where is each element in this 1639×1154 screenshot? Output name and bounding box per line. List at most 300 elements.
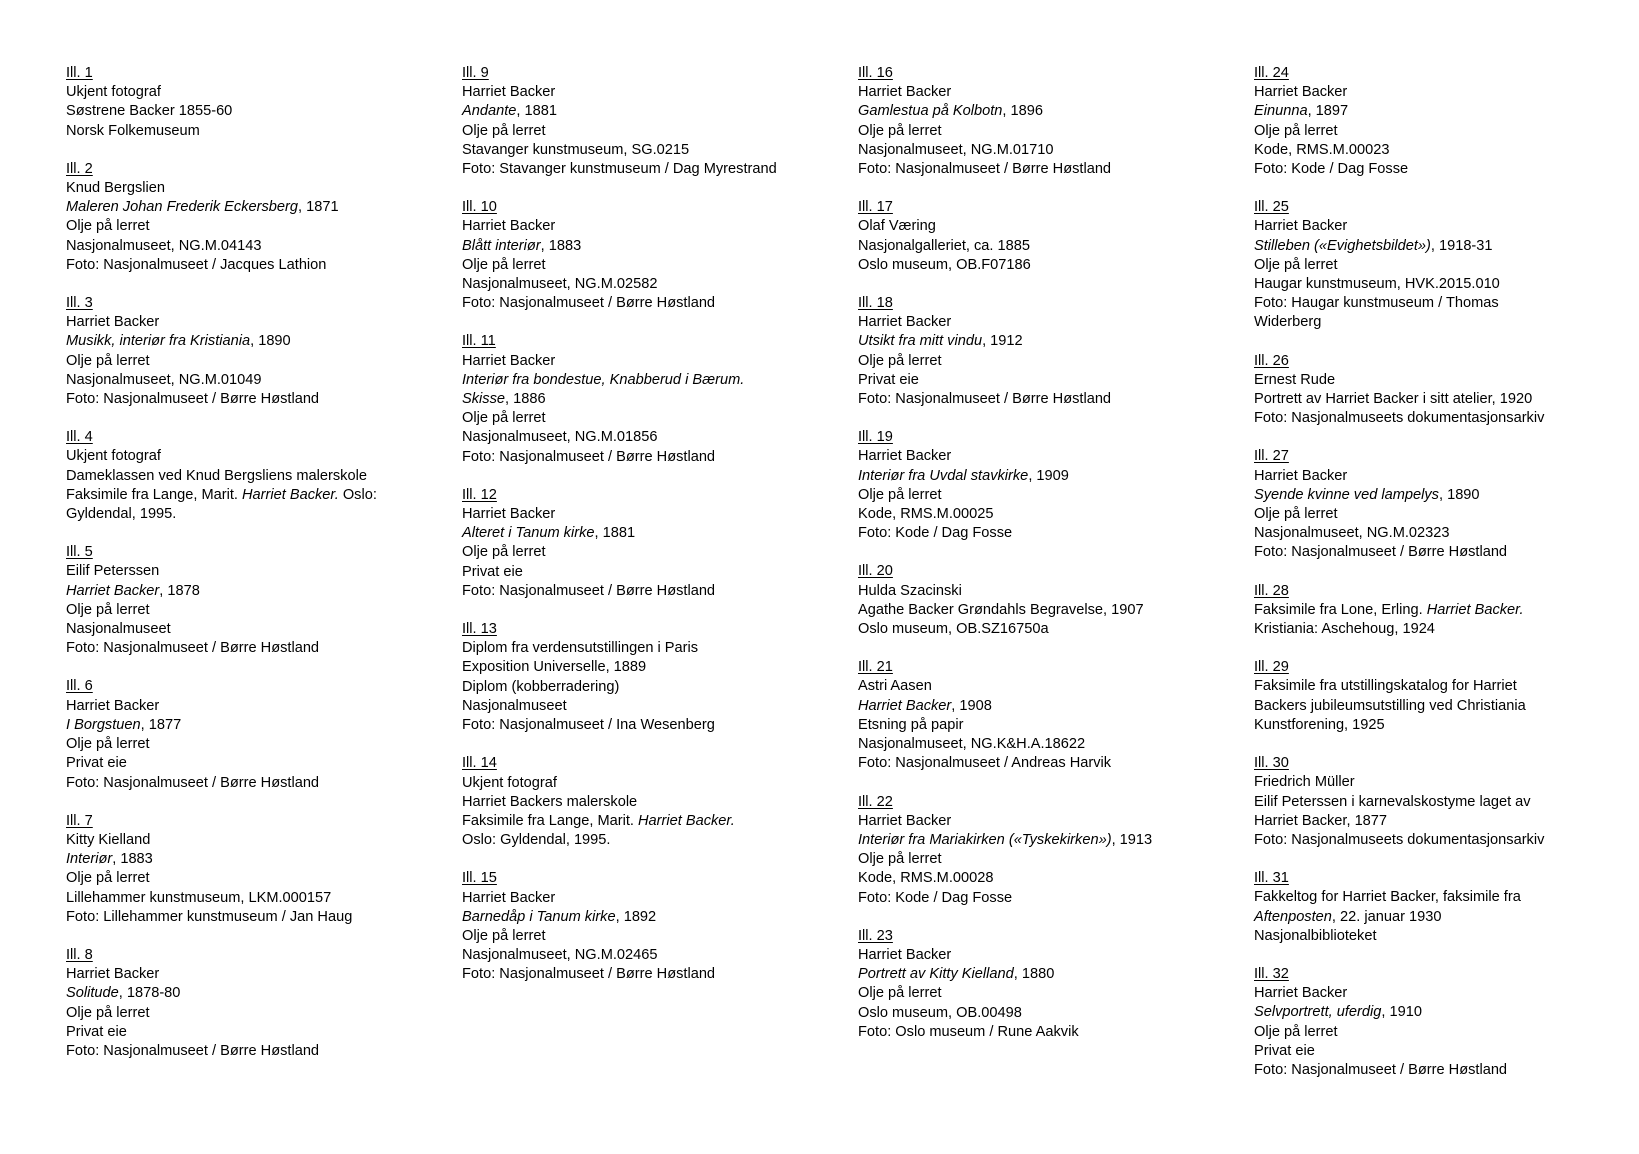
- credit-line: [858, 332, 1238, 351]
- credit-line: [462, 102, 842, 121]
- credit-title-text: Harriet Backer: [66, 582, 160, 599]
- credits-column-1: [66, 64, 446, 1080]
- credit-line: [462, 428, 842, 447]
- credit-entry: [858, 793, 1238, 908]
- credit-line: [858, 256, 1238, 275]
- credit-text: Harriet Backer: [1254, 84, 1348, 101]
- credit-title-text: Interiør fra Uvdal stavkirke: [858, 467, 1029, 484]
- credit-line: [66, 332, 446, 351]
- credit-title-text: Interiør: [66, 851, 113, 868]
- credit-text: , 1908: [951, 697, 992, 714]
- credit-line: [462, 831, 842, 850]
- illustration-number: Ill. 17: [858, 199, 893, 216]
- credit-line: [66, 102, 446, 121]
- credit-text: Foto: Nasjonalmuseet / Børre Høstland: [858, 161, 1112, 178]
- credit-title-text: Portrett av Kitty Kielland: [858, 966, 1014, 983]
- credit-text: Harriet Backer: [66, 966, 160, 983]
- credit-line: [1254, 83, 1634, 102]
- credit-text: Dameklassen ved Knud Bergsliens malerskole: [66, 467, 367, 484]
- illustration-number: Ill. 7: [66, 812, 93, 829]
- credit-line: [462, 122, 842, 141]
- credit-text: Harriet Backer: [858, 448, 952, 465]
- credit-text: , 1892: [615, 908, 657, 925]
- credit-line: [66, 984, 446, 1003]
- credit-line: [66, 774, 446, 793]
- credit-text: Foto: Nasjonalmuseets dokumentasjonsarkiv: [1254, 410, 1545, 427]
- illustration-number: Ill. 30: [1254, 755, 1289, 772]
- credit-entry: [66, 946, 446, 1061]
- credit-line: [462, 639, 842, 658]
- illustration-number: Ill. 19: [858, 429, 893, 446]
- credit-line: [1254, 793, 1634, 812]
- illustration-number: Ill. 23: [858, 927, 893, 944]
- illustration-number: Ill. 13: [462, 621, 497, 638]
- credit-line: [66, 179, 446, 198]
- credit-text: Diplom fra verdensutstillingen i Paris: [462, 640, 699, 657]
- credit-line: [1254, 1023, 1634, 1042]
- credit-text: Stavanger kunstmuseum, SG.0215: [462, 141, 690, 158]
- credit-line: [66, 352, 446, 371]
- credit-text: Olaf Væring: [858, 218, 936, 235]
- credit-text: Foto: Nasjonalmuseet / Børre Høstland: [1254, 1061, 1508, 1078]
- credit-line: [858, 677, 1238, 696]
- credit-text: Oslo museum, OB.SZ16750a: [858, 621, 1049, 638]
- credit-text: , 1878-80: [118, 985, 181, 1002]
- credit-text: Foto: Nasjonalmuseet / Jacques Lathion: [66, 256, 327, 273]
- credit-text: Olje på lerret: [858, 985, 942, 1002]
- credit-line: [1254, 677, 1634, 696]
- credit-line: [1254, 620, 1634, 639]
- credit-text: Haugar kunstmuseum, HVK.2015.010: [1254, 276, 1500, 293]
- credit-line: [462, 141, 842, 160]
- credit-line: [462, 83, 842, 102]
- credit-line: [462, 371, 842, 390]
- credit-line: [858, 217, 1238, 236]
- credit-text: Etsning på papir: [858, 716, 964, 733]
- credit-line: [66, 735, 446, 754]
- credit-line: [66, 889, 446, 908]
- credit-text: Harriet Backer: [1254, 467, 1348, 484]
- credit-entry: [66, 677, 446, 792]
- credit-line: [462, 352, 842, 371]
- credit-line: [66, 447, 446, 466]
- credit-line: [66, 697, 446, 716]
- credit-text: Nasjonalmuseet: [462, 697, 567, 714]
- credit-entry: [1254, 965, 1634, 1080]
- credit-line: [462, 812, 842, 831]
- credit-text: Harriet Backer: [858, 812, 952, 829]
- illustration-number: Ill. 2: [66, 160, 93, 177]
- illustration-number: Ill. 11: [462, 333, 496, 350]
- credit-title-text: Gamlestua på Kolbotn: [858, 103, 1003, 120]
- credit-text: Harriet Backer: [858, 84, 952, 101]
- credit-line: [66, 850, 446, 869]
- credit-title-text: Blått interiør: [462, 237, 541, 254]
- credit-line: [858, 812, 1238, 831]
- credit-text: Harriet Backer: [1254, 218, 1348, 235]
- illustration-number: Ill. 22: [858, 793, 893, 810]
- credit-text: Olje på lerret: [858, 352, 942, 369]
- credit-text: , 1890: [250, 333, 291, 350]
- credit-entry: [1254, 869, 1634, 946]
- credits-column-4: [1254, 64, 1634, 1099]
- credit-text: Nasjonalmuseet, NG.M.04143: [66, 237, 262, 254]
- credit-text: Kode, RMS.M.00025: [858, 506, 994, 523]
- credit-title-text: Interiør fra bondestue, Knabberud i Bærum.: [462, 371, 745, 388]
- credit-text: Søstrene Backer 1855-60: [66, 103, 233, 120]
- credit-text: Kristiania: Aschehoug, 1924: [1254, 621, 1435, 638]
- credit-entry: [1254, 352, 1634, 429]
- credit-text: Nasjonalmuseet, NG.M.01710: [858, 141, 1054, 158]
- credit-text: Hulda Szacinski: [858, 582, 962, 599]
- credit-text: Gyldendal, 1995.: [66, 506, 177, 523]
- credit-line: [858, 313, 1238, 332]
- credit-text: Foto: Kode / Dag Fosse: [858, 889, 1013, 906]
- credit-text: Harriet Backer: [462, 352, 556, 369]
- credit-title-text: Solitude: [66, 985, 119, 1002]
- credit-line: [858, 486, 1238, 505]
- credit-text: Kode, RMS.M.00028: [858, 870, 994, 887]
- credit-text: Astri Aasen: [858, 678, 932, 695]
- credit-entry: [1254, 64, 1634, 179]
- credit-title-text: Musikk, interiør fra Kristiania: [66, 333, 251, 350]
- credit-text: , 1910: [1381, 1004, 1422, 1021]
- credit-line: [858, 946, 1238, 965]
- credit-line: [1254, 773, 1634, 792]
- credit-line: [1254, 486, 1634, 505]
- credit-line: [1254, 908, 1634, 927]
- credit-text: Fakkeltog for Harriet Backer, faksimile fra: [1254, 889, 1521, 906]
- credit-text: Faksimile fra Lange, Marit.: [66, 486, 242, 503]
- credit-entry: [1254, 754, 1634, 850]
- credit-line: [1254, 716, 1634, 735]
- illustration-number: Ill. 21: [858, 659, 893, 676]
- credit-line: [1254, 217, 1634, 236]
- credit-text: Knud Bergslien: [66, 180, 165, 197]
- credit-text: Harriet Backer: [66, 697, 160, 714]
- credit-text: Harriet Backer, 1877: [1254, 812, 1388, 829]
- illustration-number: Ill. 10: [462, 199, 497, 216]
- credit-text: , 1913: [1111, 831, 1153, 848]
- credit-line: [66, 908, 446, 927]
- credit-line: [858, 352, 1238, 371]
- credit-text: Olje på lerret: [462, 410, 546, 427]
- illustration-number: Ill. 15: [462, 870, 497, 887]
- credit-text: , 1897: [1307, 103, 1349, 120]
- credit-text: Harriet Backer: [462, 506, 556, 523]
- credit-line: [66, 198, 446, 217]
- credit-text: , 1896: [1002, 103, 1043, 120]
- credit-text: Olje på lerret: [858, 851, 942, 868]
- credit-entry: [1254, 582, 1634, 640]
- illustration-number: Ill. 29: [1254, 659, 1289, 676]
- credit-line: [462, 889, 842, 908]
- credit-entry: [462, 754, 842, 850]
- credit-text: , 1871: [297, 199, 339, 216]
- credit-text: Nasjonalmuseet, NG.M.01856: [462, 429, 658, 446]
- credit-text: Foto: Stavanger kunstmuseum / Dag Myrestrand: [462, 161, 777, 178]
- credit-text: Olje på lerret: [66, 352, 150, 369]
- credit-text: Harriet Backer: [462, 218, 556, 235]
- credit-line: [858, 371, 1238, 390]
- credit-text: Olje på lerret: [66, 736, 150, 753]
- credit-line: [1254, 831, 1634, 850]
- credit-title-text: Utsikt fra mitt vindu: [858, 333, 983, 350]
- credit-line: [66, 467, 446, 486]
- credit-text: Foto: Nasjonalmuseet / Børre Høstland: [858, 391, 1112, 408]
- credit-line: [858, 467, 1238, 486]
- credit-entry: [66, 428, 446, 524]
- credit-line: [462, 678, 842, 697]
- credit-text: , 1883: [112, 851, 153, 868]
- credit-line: [66, 371, 446, 390]
- credit-line: [462, 237, 842, 256]
- credit-line: [66, 122, 446, 141]
- illustration-number: Ill. 16: [858, 65, 893, 81]
- credit-text: Olje på lerret: [462, 256, 546, 273]
- illustration-number: Ill. 18: [858, 295, 893, 312]
- credit-line: [858, 735, 1238, 754]
- credit-text: Widerberg: [1254, 314, 1322, 331]
- credit-text: Portrett av Harriet Backer i sitt atelier, 1920: [1254, 391, 1533, 408]
- credit-text: Oslo: Gyldendal, 1995.: [462, 832, 611, 849]
- credit-line: [1254, 888, 1634, 907]
- credit-line: [1254, 102, 1634, 121]
- credit-entry: [858, 64, 1238, 179]
- credit-text: Backers jubileumsutstilling ved Christiania: [1254, 697, 1526, 714]
- credit-text: Harriet Backer: [462, 889, 556, 906]
- credit-entry: [66, 543, 446, 658]
- credit-title-text: I Borgstuen: [66, 716, 141, 733]
- credit-text: Kode, RMS.M.00023: [1254, 141, 1390, 158]
- credit-entry: [66, 294, 446, 409]
- credit-text: Foto: Nasjonalmuseet / Andreas Harvik: [858, 755, 1112, 772]
- credit-text: Ernest Rude: [1254, 371, 1336, 388]
- illustration-number: Ill. 14: [462, 755, 497, 772]
- credit-text: Oslo museum, OB.00498: [858, 1004, 1022, 1021]
- credit-line: [858, 141, 1238, 160]
- credit-text: , 1912: [982, 333, 1023, 350]
- credit-text: Diplom (kobberradering): [462, 678, 620, 695]
- credit-line: [858, 122, 1238, 141]
- credit-text: Foto: Nasjonalmuseet / Børre Høstland: [462, 582, 716, 599]
- credit-title-text: Alteret i Tanum kirke: [462, 525, 595, 542]
- credit-text: Nasjonalgalleriet, ca. 1885: [858, 237, 1030, 254]
- illustration-number: Ill. 31: [1254, 870, 1289, 887]
- credit-line: [1254, 294, 1634, 313]
- credit-text: Agathe Backer Grøndahls Begravelse, 1907: [858, 601, 1144, 618]
- credit-line: [462, 294, 842, 313]
- credit-text: Olje på lerret: [858, 486, 942, 503]
- credit-text: Foto: Haugar kunstmuseum / Thomas: [1254, 295, 1499, 312]
- credit-line: [66, 831, 446, 850]
- credit-title-text: Stilleben («Evighetsbildet»): [1254, 237, 1431, 254]
- credit-line: [462, 658, 842, 677]
- credit-text: Olje på lerret: [66, 218, 150, 235]
- credit-line: [858, 1004, 1238, 1023]
- credit-line: [858, 505, 1238, 524]
- credit-line: [1254, 601, 1634, 620]
- credit-text: Ukjent fotograf: [462, 774, 557, 791]
- credit-line: [1254, 141, 1634, 160]
- credit-title-text: Selvportrett, uferdig: [1254, 1004, 1382, 1021]
- credit-line: [462, 774, 842, 793]
- credit-line: [1254, 160, 1634, 179]
- credit-entry: [858, 294, 1238, 409]
- credit-text: Nasjonalmuseet, NG.M.02582: [462, 276, 658, 293]
- credit-entry: [66, 160, 446, 275]
- credit-text: Ukjent fotograf: [66, 84, 161, 101]
- credit-line: [1254, 256, 1634, 275]
- credit-line: [462, 409, 842, 428]
- credit-line: [1254, 984, 1634, 1003]
- credit-text: Foto: Oslo museum / Rune Aakvik: [858, 1023, 1079, 1040]
- credit-line: [1254, 237, 1634, 256]
- credit-text: Harriet Backers malerskole: [462, 793, 638, 810]
- credit-entry: [462, 620, 842, 735]
- credit-text: Norsk Folkemuseum: [66, 122, 200, 139]
- credit-line: [66, 505, 446, 524]
- credit-entry: [462, 64, 842, 179]
- credit-text: Exposition Universelle, 1889: [462, 659, 647, 676]
- illustration-number: Ill. 4: [66, 429, 93, 446]
- credit-text: Foto: Kode / Dag Fosse: [858, 525, 1013, 542]
- credit-line: [462, 908, 842, 927]
- credit-line: [462, 563, 842, 582]
- credit-title-text: Maleren Johan Frederik Eckersberg: [66, 199, 298, 216]
- credit-entry: [858, 428, 1238, 543]
- credit-text: Privat eie: [1254, 1042, 1315, 1059]
- credit-text: Privat eie: [66, 755, 127, 772]
- credit-line: [858, 754, 1238, 773]
- credit-line: [858, 697, 1238, 716]
- credit-line: [66, 313, 446, 332]
- credit-line: [1254, 505, 1634, 524]
- illustration-number: Ill. 1: [66, 65, 93, 81]
- credit-title-text: Aftenposten: [1254, 908, 1332, 925]
- credit-text: Olje på lerret: [1254, 256, 1338, 273]
- credit-line: [462, 160, 842, 179]
- credit-entry: [858, 927, 1238, 1042]
- credit-entry: [1254, 658, 1634, 735]
- credit-line: [858, 620, 1238, 639]
- credit-entry: [462, 486, 842, 601]
- credit-line: [66, 1042, 446, 1061]
- credit-text: Foto: Nasjonalmuseet / Børre Høstland: [1254, 544, 1508, 561]
- credit-line: [858, 850, 1238, 869]
- credit-line: [66, 1023, 446, 1042]
- credit-title-text: Skisse: [462, 391, 505, 408]
- credit-line: [858, 716, 1238, 735]
- credit-text: Foto: Nasjonalmuseet / Børre Høstland: [462, 448, 716, 465]
- credit-entry: [462, 869, 842, 984]
- credit-line: [66, 1004, 446, 1023]
- illustration-number: Ill. 6: [66, 678, 93, 695]
- credit-title-text: Harriet Backer.: [242, 486, 339, 503]
- credit-text: Eilif Peterssen i karnevalskostyme laget av: [1254, 793, 1531, 810]
- credit-line: [462, 582, 842, 601]
- credit-line: [462, 505, 842, 524]
- credit-line: [66, 562, 446, 581]
- credit-text: Olje på lerret: [66, 601, 150, 618]
- credit-text: Ukjent fotograf: [66, 448, 161, 465]
- credit-line: [66, 754, 446, 773]
- credit-text: Harriet Backer: [858, 946, 952, 963]
- credit-line: [462, 716, 842, 735]
- credit-entry: [858, 198, 1238, 275]
- credit-line: [858, 102, 1238, 121]
- illustration-number: Ill. 9: [462, 65, 489, 81]
- credit-line: [858, 1023, 1238, 1042]
- credit-text: Nasjonalmuseet, NG.M.02323: [1254, 525, 1450, 542]
- credit-title-text: Interiør fra Mariakirken («Tyskekirken»): [858, 831, 1112, 848]
- credit-line: [858, 160, 1238, 179]
- credit-line: [1254, 275, 1634, 294]
- credit-text: , 1880: [1013, 966, 1055, 983]
- credit-text: Olje på lerret: [1254, 122, 1338, 139]
- credit-line: [1254, 467, 1634, 486]
- credit-line: [858, 582, 1238, 601]
- illustration-number: Ill. 3: [66, 295, 93, 312]
- credit-text: Olje på lerret: [462, 927, 546, 944]
- credit-line: [858, 237, 1238, 256]
- credit-title-text: Barnedåp i Tanum kirke: [462, 908, 616, 925]
- credit-text: Foto: Nasjonalmuseet / Ina Wesenberg: [462, 717, 715, 734]
- credit-line: [462, 256, 842, 275]
- credit-line: [858, 524, 1238, 543]
- credit-entry: [1254, 447, 1634, 562]
- credit-text: Privat eie: [858, 371, 919, 388]
- credit-entry: [66, 812, 446, 927]
- credit-text: Olje på lerret: [66, 1004, 150, 1021]
- credit-line: [66, 620, 446, 639]
- credit-line: [858, 889, 1238, 908]
- credit-text: , 1909: [1028, 467, 1069, 484]
- credit-line: [66, 390, 446, 409]
- credit-line: [462, 448, 842, 467]
- credit-line: [66, 582, 446, 601]
- credit-line: [66, 486, 446, 505]
- credit-text: , 1878: [159, 582, 200, 599]
- credit-text: Olje på lerret: [462, 544, 546, 561]
- credit-entry: [858, 658, 1238, 773]
- credit-text: Lillehammer kunstmuseum, LKM.000157: [66, 889, 332, 906]
- credit-text: Harriet Backer: [462, 84, 556, 101]
- credit-text: , 22. januar 1930: [1331, 908, 1442, 925]
- credit-line: [1254, 122, 1634, 141]
- credit-text: , 1881: [516, 103, 557, 120]
- credit-text: Olje på lerret: [1254, 1023, 1338, 1040]
- credit-title-text: Harriet Backer.: [1426, 601, 1524, 618]
- credit-text: Foto: Nasjonalmuseet / Børre Høstland: [66, 640, 320, 657]
- credit-text: Privat eie: [66, 1023, 127, 1040]
- credit-text: Nasjonalmuseet, NG.M.02465: [462, 947, 658, 964]
- credit-text: Kitty Kielland: [66, 831, 151, 848]
- credit-text: Friedrich Müller: [1254, 774, 1355, 791]
- illustration-number: Ill. 20: [858, 563, 893, 580]
- illustration-number: Ill. 27: [1254, 448, 1289, 465]
- credit-line: [858, 869, 1238, 888]
- credit-text: Harriet Backer: [858, 314, 952, 331]
- credit-line: [1254, 927, 1634, 946]
- credit-text: Foto: Nasjonalmuseets dokumentasjonsarkiv: [1254, 831, 1545, 848]
- credit-entry: [66, 64, 446, 141]
- credits-column-3: [858, 64, 1238, 1061]
- credit-line: [462, 697, 842, 716]
- illustration-number: Ill. 12: [462, 486, 497, 503]
- credit-entry: [858, 562, 1238, 639]
- credit-line: [66, 217, 446, 236]
